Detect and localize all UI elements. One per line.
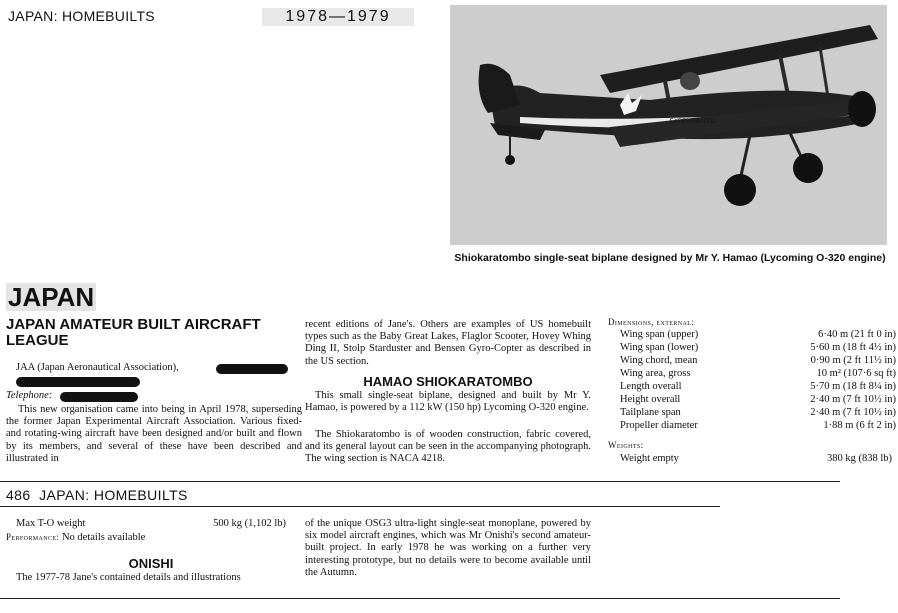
performance-text: No details available [61,532,146,543]
spec-label: Height overall [620,394,681,405]
telephone-label: Telephone: [6,390,53,401]
biplane-illustration [450,5,887,245]
header-rule [0,506,720,507]
spec-value: 10 m² (107·6 sq ft) [816,368,896,379]
spec-label: Wing span (lower) [620,342,699,353]
onishi-heading: ONISHI [128,556,174,571]
page2-running-head: JAPAN: HOMEBUILTS [39,487,188,503]
spec-value: 6·40 m (21 ft 0 in) [818,329,896,340]
org-heading: JAPAN AMATEUR BUILT AIRCRAFT LEAGUE [6,316,261,349]
max-to-label: Max T-O weight [16,518,86,529]
page-number-line [6,487,188,503]
running-head: JAPAN: HOMEBUILTS [8,8,155,24]
tail-marking: EXPERIMENTAL [670,119,716,125]
biplane-photo [450,5,887,245]
hamao-para-2: The Shiokaratombo is of wooden construction, fabric covered, and its general layout can be seen in the accompanying photograph. The wing section is NACA 4218. [305,429,591,465]
country-title: JAPAN [8,282,95,312]
org-intro: This new organisation came into being in April 1978, superseding the former Japan Experimental Aircraft Association. Various fixed- and rotating-wing aircraft have been designed and/or built and flown by its members, and several of these have been described and illustrated in [6,404,302,464]
spec-row [608,354,896,367]
spec-label: Wing span (upper) [620,329,699,340]
onishi-text: The 1977-78 Jane's contained details and illustrations [16,572,241,583]
redacted-address [216,364,288,374]
spec-value: 0·90 m (2 ft 11½ in) [810,355,896,366]
redacted-telephone [60,392,138,402]
spec-value: 1·88 m (6 ft 2 in) [823,420,896,431]
spec-label: Wing area, gross [620,368,691,379]
page-number: 486 [6,487,31,503]
spec-label: Length overall [620,381,682,392]
spec-row [608,367,896,380]
onishi-continued: of the unique OSG3 ultra-light single-seat monoplane, powered by six model aircraft engines, which was Mr Onishi's second amateur-built project. In early 1978 he was working on a further very interesting prototype, but no details were to become available until the Autumn. [305,518,591,578]
spec-value: 380 kg (838 lb) [826,453,892,464]
spec-row [608,419,896,432]
weights-heading: Weights: [608,440,644,450]
spec-label: Tailplane span [620,407,681,418]
address-text: JAA (Japan Aeronautical Association), [16,362,179,373]
page-divider [0,481,840,482]
max-to-row [16,518,286,530]
max-to-value: 500 kg (1,102 lb) [213,518,286,529]
spec-label: Wing chord, mean [620,355,698,366]
spec-row [608,341,896,354]
dimensions-heading: Dimensions, external: [608,317,695,327]
spec-row [608,406,896,419]
photo-caption: Shiokaratombo single-seat biplane designed by Mr Y. Hamao (Lycoming O-320 engine) [454,252,886,264]
spec-label: Propeller diameter [620,420,698,431]
edition-years: 1978—1979 [262,8,414,26]
spec-value: 2·40 m (7 ft 10½ in) [810,407,896,418]
performance-row [6,531,296,544]
hamao-heading: HAMAO SHIOKARATOMBO [363,374,533,389]
spec-row [608,452,892,465]
dimensions-table [608,328,896,432]
spec-value: 2·40 m (7 ft 10½ in) [810,394,896,405]
bottom-rule [0,598,840,599]
spec-row [608,380,896,393]
weights-table [608,452,892,465]
hamao-para-1: This small single-seat biplane, designed and built by Mr Y. Hamao, is powered by a 112 kW (150 hp) Lycoming O-320 engine. [305,390,591,414]
spec-row [608,328,896,341]
performance-label: Performance: [6,532,60,542]
spec-label: Weight empty [620,453,679,464]
spec-value: 5·60 m (18 ft 4½ in) [810,342,896,353]
spec-row [608,393,896,406]
redacted-line [16,377,140,387]
org-continued: recent editions of Jane's. Others are examples of US homebuilt types such as the Baby Great Lakes, Flaglor Scooter, Hovey Whing Ding II, Stolp Starduster and Bensen Gyro-Copter as described in the US section. [305,319,591,367]
spec-value: 5·70 m (18 ft 8¼ in) [810,381,896,392]
